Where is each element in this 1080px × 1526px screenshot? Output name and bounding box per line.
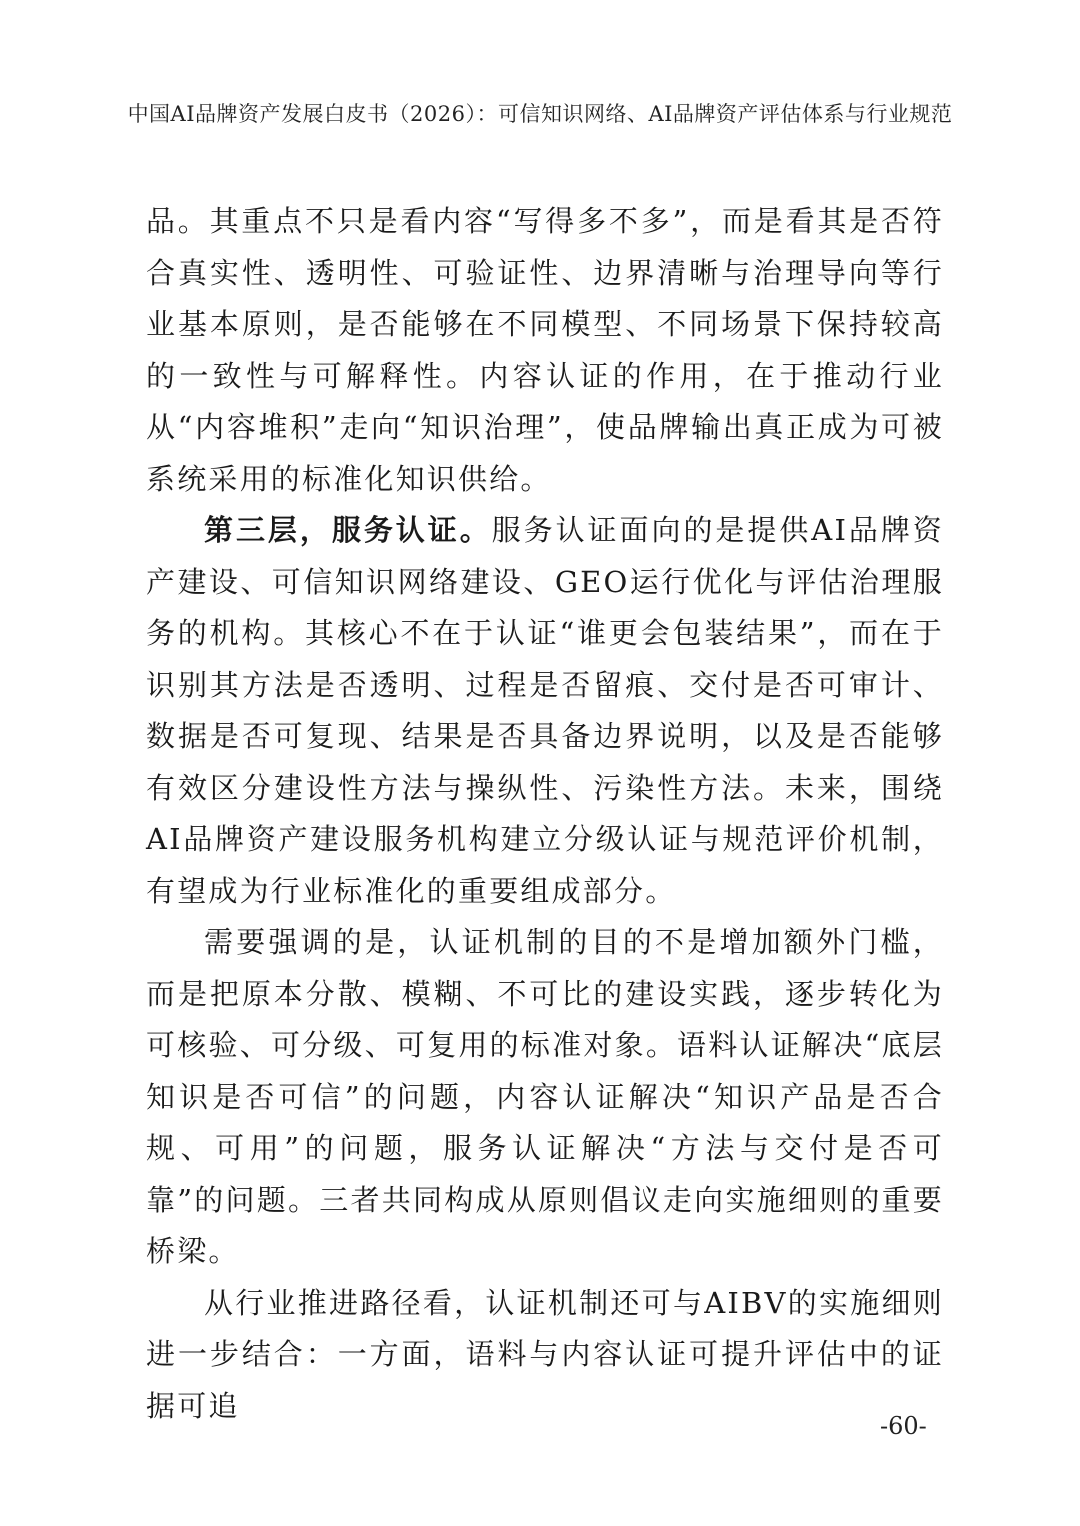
paragraph-text: 需要强调的是，认证机制的目的不是增加额外门槛，而是把原本分散、模糊、不可比的建设实践，逐步转化为可核验、可分级、可复用的标准对象。语料认证解决“底层知识是否可信”的问题，内容认证解决“知识产品是否合规、可用”的问题，服务认证解决“方法与交付是否可靠”的问题。三者共同构成从原则倡议走向实施细则的重要桥梁。 (146, 925, 944, 1268)
page-number: -60- (880, 1412, 927, 1440)
paragraph-emphasis (146, 917, 944, 1278)
paragraph-service-certification (146, 505, 944, 917)
paragraph-text: 从行业推进路径看，认证机制还可与AIBV的实施细则进一步结合：一方面，语料与内容认证可提升评估中的证据可追 (146, 1285, 944, 1423)
paragraph-industry-path (146, 1278, 944, 1433)
body-text (146, 196, 944, 1432)
paragraph-lead-heading: 第三层，服务认证。 (204, 513, 492, 547)
paragraph-continuation (146, 196, 944, 505)
paragraph-text: 服务认证面向的是提供AI品牌资产建设、可信知识网络建设、GEO运行优化与评估治理服务的机构。其核心不在于认证“谁更会包装结果”，而在于识别其方法是否透明、过程是否留痕、交付是否可审计、数据是否可复现、结果是否具备边界说明，以及是否能够有效区分建设性方法与操纵性、污染性方法。未来，围绕AI品牌资产建设服务机构建立分级认证与规范评价机制，有望成为行业标准化的重要组成部分。 (146, 513, 944, 908)
running-header: 中国AI品牌资产发展白皮书（2026）：可信知识网络、AI品牌资产评估体系与行业规范 (127, 102, 953, 126)
paragraph-text: 品。其重点不只是看内容“写得多不多”，而是看其是否符合真实性、透明性、可验证性、边界清晰与治理导向等行业基本原则，是否能够在不同模型、不同场景下保持较高的一致性与可解释性。内容认证的作用，在于推动行业从“内容堆积”走向“知识治理”，使品牌输出真正成为可被系统采用的标准化知识供给。 (146, 204, 944, 496)
